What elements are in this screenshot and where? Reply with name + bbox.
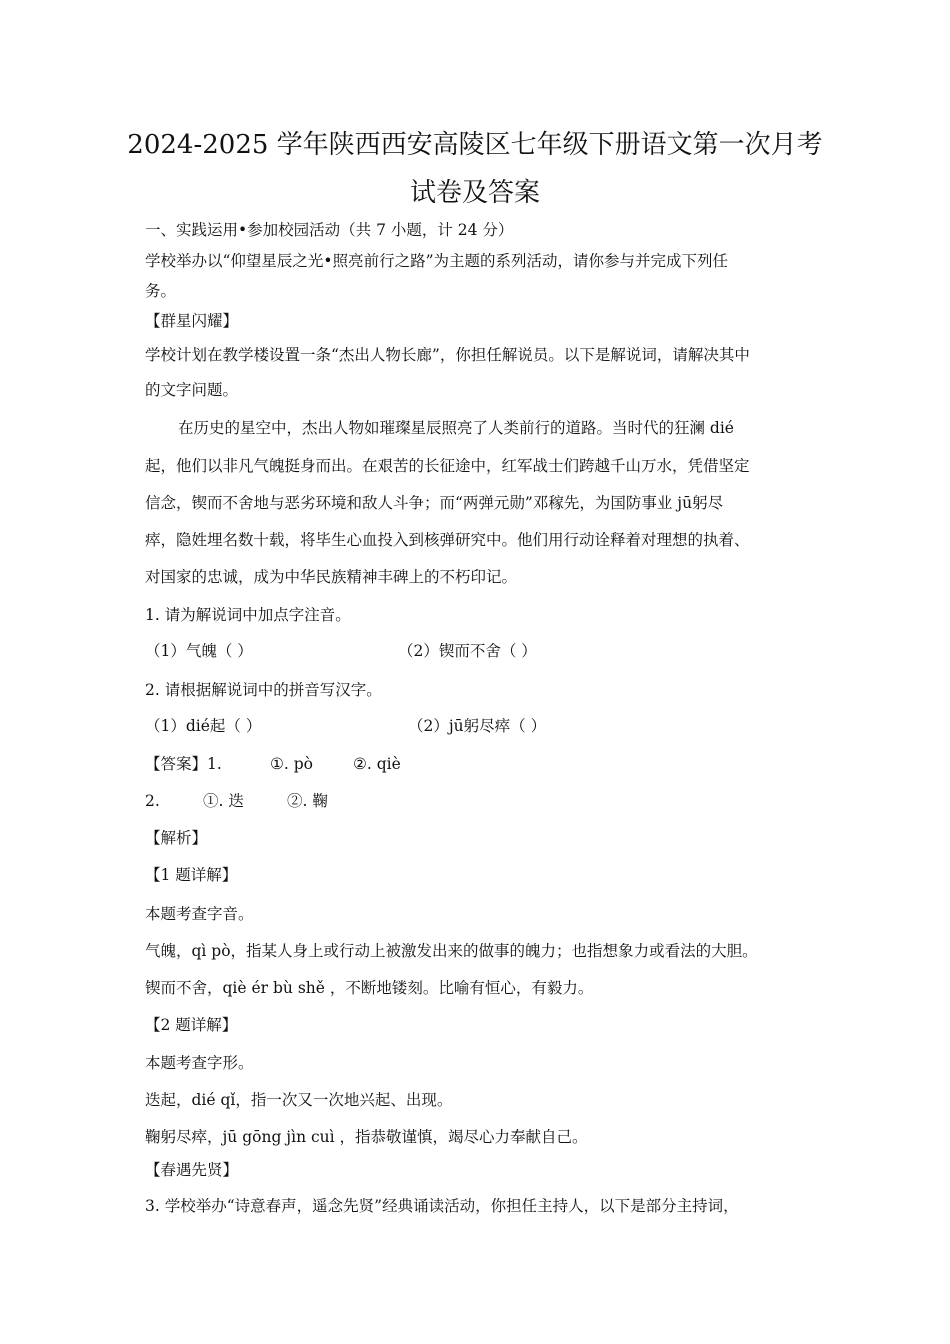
question-2-option-1: （1）dié起（ ）: [145, 717, 262, 735]
detail-2-line: 迭起，dié qǐ，指一次又一次地兴起、出现。: [145, 1091, 453, 1109]
document-title-line-1: 2024-2025 学年陕西西安高陵区七年级下册语文第一次月考: [127, 130, 823, 160]
answer-2-a: ①. 迭: [203, 792, 244, 810]
answer-2-label: 2.: [145, 792, 160, 810]
document-title-line-2: 试卷及答案: [409, 178, 540, 208]
analysis-heading: 【解析】: [145, 829, 208, 847]
answer-label: 【答案】1.: [145, 755, 222, 773]
detail-1-line: 气魄，qì pò，指某人身上或行动上被激发出来的做事的魄力；也指想象力或看法的大胆。: [145, 942, 758, 960]
part-heading-spring: 【春遇先贤】: [145, 1161, 239, 1179]
section-heading: 一、实践运用•参加校园活动（共 7 小题，计 24 分）: [145, 221, 514, 239]
question-1: 1. 请为解说词中加点字注音。: [145, 606, 351, 624]
question-1-option-1: （1）气魄（ ）: [145, 642, 253, 660]
answer-1-b: ②. qiè: [353, 755, 401, 773]
detail-2-line: 鞠躬尽瘁，jū gōng jìn cuì ，指恭敬谨慎，竭尽心力奉献自己。: [145, 1128, 588, 1146]
passage-line: 起，他们以非凡气魄挺身而出。在艰苦的长征途中，红军战士们跨越千山万水，凭借坚定: [145, 457, 750, 475]
question-3: 3. 学校举办“诗意春声，遥念先贤”经典诵读活动，你担任主持人，以下是部分主持词，: [145, 1197, 739, 1215]
question-1-option-2: （2）锲而不舍（ ）: [398, 642, 537, 660]
question-2: 2. 请根据解说词中的拼音写汉字。: [145, 681, 382, 699]
detail-1-line: 锲而不舍，qiè ér bù shě ，不断地镂刻。比喻有恒心，有毅力。: [145, 979, 594, 997]
passage-line: 对国家的忠诚，成为中华民族精神丰碑上的不朽印记。: [145, 568, 518, 586]
passage-line: 在历史的星空中，杰出人物如璀璨星辰照亮了人类前行的道路。当时代的狂澜 dié: [178, 419, 734, 437]
part-desc-line-2: 的文字问题。: [145, 381, 239, 399]
detail-2-line: 本题考查字形。: [145, 1054, 254, 1072]
passage-line: 瘁，隐姓埋名数十载，将毕生心血投入到核弹研究中。他们用行动诠释着对理想的执着、: [145, 531, 750, 549]
passage-line: 信念，锲而不舍地与恶劣环境和敌人斗争；而“两弹元勋”邓稼先，为国防事业 jū躬尽: [145, 494, 724, 512]
answer-1-a: ①. pò: [270, 755, 314, 773]
detail-1-line: 本题考查字音。: [145, 905, 254, 923]
part-desc-line-1: 学校计划在教学楼设置一条“杰出人物长廊”，你担任解说员。以下是解说词，请解决其中: [145, 346, 750, 364]
section-intro-line-2: 务。: [145, 282, 177, 300]
detail-1-heading: 【1 题详解】: [145, 866, 238, 884]
section-intro-line-1: 学校举办以“仰望星辰之光•照亮前行之路”为主题的系列活动，请你参与并完成下列任: [145, 252, 728, 270]
answer-2-b: ②. 鞠: [287, 792, 328, 810]
question-2-option-2: （2）jū躬尽瘁（ ）: [408, 717, 547, 735]
detail-2-heading: 【2 题详解】: [145, 1016, 238, 1034]
part-heading-stars: 【群星闪耀】: [145, 312, 239, 330]
